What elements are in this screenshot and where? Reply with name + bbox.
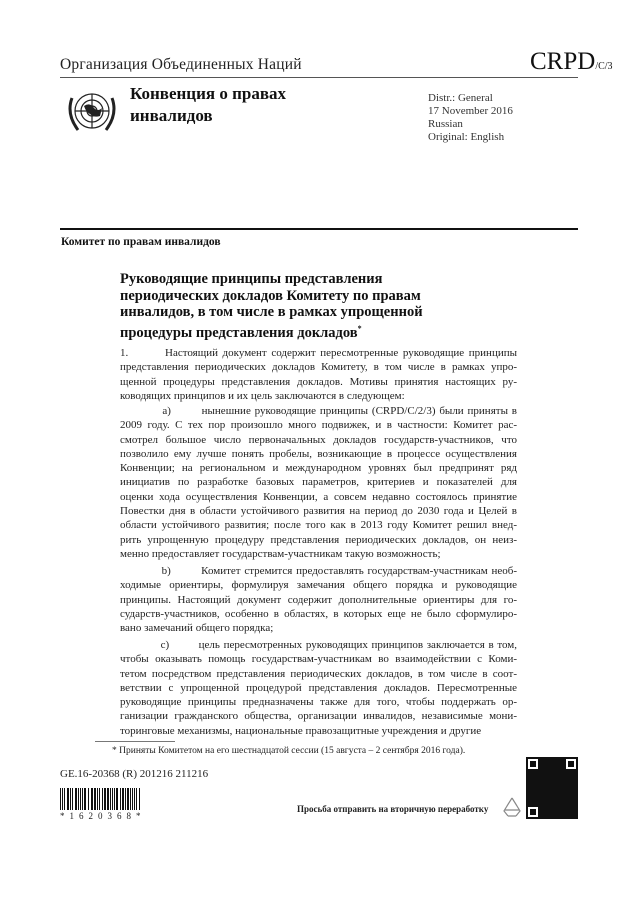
original-language: Original: English — [428, 131, 505, 143]
header-rule — [60, 77, 578, 78]
committee-heading: Комитет по правам инвалидов — [61, 236, 221, 248]
text-line: тетом посредством представления периодических докладов, в том числе в соот- — [120, 667, 517, 680]
text-line: смотрел большое число первоначальных докладов государств-участников, что — [120, 433, 517, 446]
text-line: рить упрощенную процедуру представления периодических докладов, он неиз- — [120, 533, 517, 546]
text-line: чтобы оказывать помощь государствам-участникам во взаимодействии с Коми- — [120, 653, 517, 666]
text-line: c) цель пересмотренных руководящих принципов заключается в том, — [120, 639, 517, 651]
text-line: торинговые механизмы, национальные правозащитные учреждения и другие — [120, 724, 482, 737]
recycle-icon — [500, 795, 524, 819]
barcode-number: *1620368* — [60, 811, 146, 821]
recycle-text: Просьба отправить на вторичную переработку — [297, 804, 489, 814]
text-line: щенной процедуры представления докладов. Мотивы принятия настоящих ру- — [120, 375, 517, 388]
text-line: позволило ему лучше понять пробелы, возникающие в процессе осуществления — [120, 447, 517, 460]
title-line: инвалидов, в том числе в рамках упрощенной — [120, 304, 423, 320]
document-symbol — [530, 48, 613, 76]
paragraph-b — [120, 564, 517, 635]
paragraph-c — [120, 638, 517, 738]
job-number: GE.16-20368 (R) 201216 211216 — [60, 768, 209, 780]
text-line: 1. Настоящий документ содержит пересмотренные руководящие принципы — [120, 347, 517, 359]
text-line: a) нынешние руководящие принципы (CRPD/C/2/3) были приняты в — [120, 405, 517, 417]
text-line: руководящие принципы предназначены также для того, чтобы поддержать ор- — [120, 696, 517, 709]
paragraph-a — [120, 404, 517, 561]
text-line: представления периодических докладов Комитету, в том числе в рамках упро- — [120, 361, 517, 374]
section-rule — [60, 228, 578, 230]
text-line: ганизации гражданского общества, организации инвалидов, независимые мони- — [120, 710, 517, 723]
text-line: Конвенции; на региональном и международном уровнях был предпринят ряд — [120, 462, 517, 475]
distribution: Distr.: General — [428, 92, 493, 104]
text-line: ходимые ориентиры, формулируя замечания общего порядка и руководящие — [120, 579, 517, 592]
document-title — [120, 271, 480, 341]
date: 17 November 2016 — [428, 105, 513, 117]
footnote-rule — [95, 741, 175, 742]
barcode-icon — [60, 788, 140, 810]
text-line: 2009 году. С тех пор произошло много подвижек, и в частности: Комитет рас- — [120, 419, 517, 432]
footnote: * Приняты Комитетом на его шестнадцатой сессии (15 августа – 2 сентября 2016 года). — [112, 746, 466, 756]
symbol-main: CRPD — [530, 48, 596, 75]
convention-title-line: Конвенция о правах — [130, 84, 287, 103]
organization-name: Организация Объединенных Наций — [60, 56, 302, 73]
text-line: b) Комитет стремится предоставлять государствам-участникам необ- — [120, 565, 517, 577]
convention-title — [130, 83, 286, 127]
text-line: вано замечаний общего порядка; — [120, 622, 274, 635]
paragraph-1 — [120, 346, 517, 403]
text-line: ветствии с упрощенной процедурой представления докладов. Пересмотренные — [120, 681, 517, 694]
text-line: инициатив по разработке базовых параметров, критериев и показателей для — [120, 476, 517, 489]
footnote-mark: * — [357, 323, 362, 333]
text-line: сударств-участников, особенно в областях, в которых еще не было сформулиро- — [120, 607, 517, 620]
title-line: Руководящие принципы представления — [120, 271, 383, 287]
distribution-info — [428, 92, 513, 144]
convention-title-line: инвалидов — [130, 106, 213, 125]
title-line: процедуры представления докладов — [120, 324, 358, 341]
language: Russian — [428, 118, 463, 130]
text-line: области устойчивого развития; после того как в 2013 году Комитет решил внед- — [120, 519, 517, 532]
text-line: ководящих принципов и их цель заключаются в следующем: — [120, 389, 405, 402]
un-emblem-icon — [64, 84, 120, 140]
qr-code-icon — [526, 757, 578, 819]
text-line: Повестки дня в области устойчивого развития на период до 2030 года и Целей в — [120, 505, 517, 518]
title-line: периодических докладов Комитету по правам — [120, 287, 421, 304]
text-line: оценки хода осуществления Конвенции, а совсем недавно состоялось принятие — [120, 490, 517, 503]
text-line: принципы. Настоящий документ содержит дополнительные ориентиры для го- — [120, 593, 517, 606]
symbol-suffix: /C/3 — [595, 61, 613, 72]
text-line: менно предоставляет государствам-участникам такую возможность; — [120, 547, 441, 560]
